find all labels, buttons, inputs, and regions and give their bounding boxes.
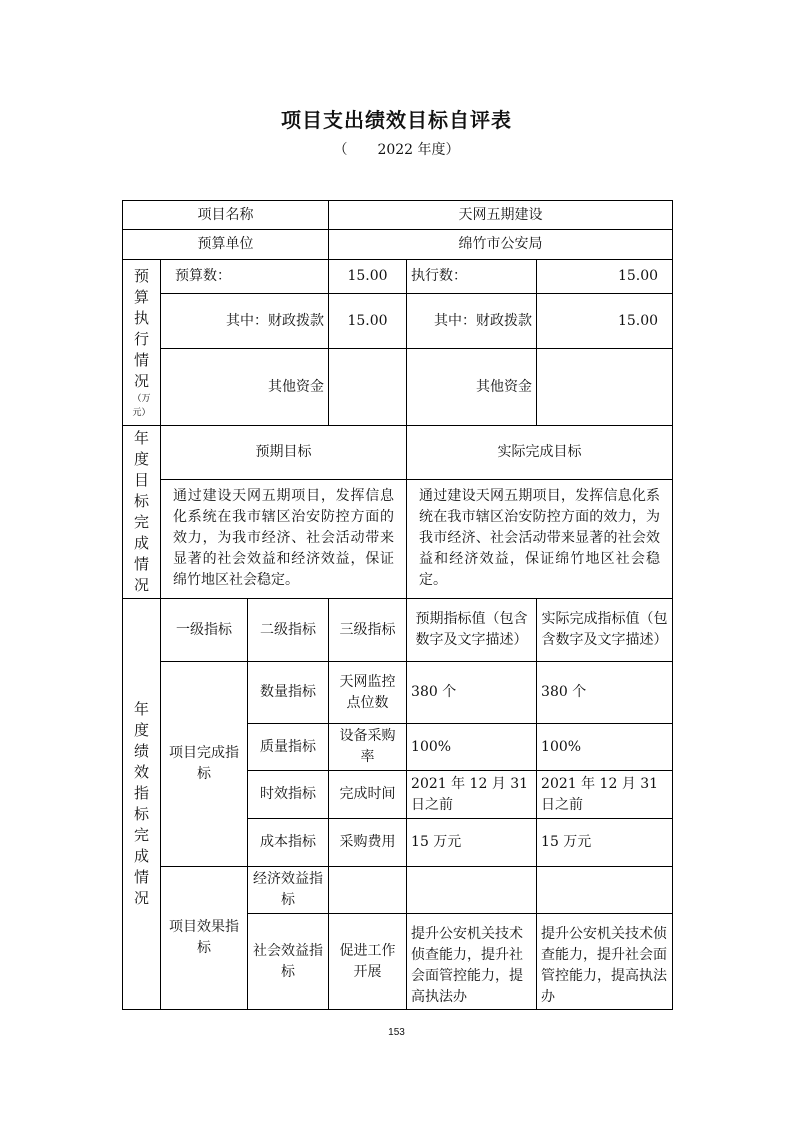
- actual-cell: [537, 867, 673, 914]
- level3-cell: 完成时间: [329, 771, 407, 819]
- exec-amount-value: 15.00: [537, 260, 673, 294]
- level3-cell: 促进工作开展: [329, 914, 407, 1010]
- expected-cell: 15 万元: [407, 819, 537, 867]
- level3-cell: 天网监控点位数: [329, 662, 407, 724]
- expected-cell: 提升公安机关技术侦查能力，提升社会面管控能力，提高执法办: [407, 914, 537, 1010]
- expected-cell: 380 个: [407, 662, 537, 724]
- table-row: [123, 867, 673, 914]
- fiscal-row: [123, 294, 673, 349]
- table-row: [123, 662, 673, 724]
- actual-cell: 380 个: [537, 662, 673, 724]
- expected-cell: [407, 867, 537, 914]
- actual-cell: 提升公安机关技术侦查能力，提升社会面管控能力，提高执法办: [537, 914, 673, 1010]
- annual-goal-side-label: 年 度 目 标 完 成 情 况: [123, 426, 161, 599]
- budget-execution-side-label: 预 算 执 行 情 况 （万 元）: [123, 260, 161, 426]
- annual-goal-header-row: [123, 426, 673, 480]
- actual-goal-header: 实际完成目标: [407, 426, 673, 480]
- header-level1: 一级指标: [161, 599, 248, 662]
- expected-goal-text: 通过建设天网五期项目，发挥信息化系统在我市辖区治安防控方面的效力，为我市经济、社会活动带来显著的社会效益和经济效益，保证绵竹地区社会稳定。: [161, 479, 407, 598]
- budget-amount-label: 预算数：: [161, 260, 329, 294]
- fiscal-exec-value: 15.00: [537, 294, 673, 349]
- other-budget-value: [329, 349, 407, 426]
- header-level3: 三级指标: [329, 599, 407, 662]
- actual-cell: 2021 年 12 月 31 日之前: [537, 771, 673, 819]
- year-text: 2022 年度）: [377, 142, 460, 158]
- level2-cell: 经济效益指标: [248, 867, 329, 914]
- level3-cell: 采购费用: [329, 819, 407, 867]
- expected-cell: 2021 年 12 月 31 日之前: [407, 771, 537, 819]
- other-budget-label: 其他资金: [161, 349, 329, 426]
- other-funds-row: [123, 349, 673, 426]
- report-year: [0, 139, 793, 159]
- level3-cell: 设备采购率: [329, 724, 407, 771]
- project-name-label: 项目名称: [123, 201, 329, 230]
- annual-goal-text-row: [123, 479, 673, 598]
- actual-cell: 15 万元: [537, 819, 673, 867]
- budget-unit-label: 预算单位: [123, 230, 329, 260]
- page-title: 项目支出绩效目标自评表: [281, 108, 512, 132]
- expected-cell: 100%: [407, 724, 537, 771]
- level2-cell: 成本指标: [248, 819, 329, 867]
- self-evaluation-table: [122, 200, 673, 1010]
- budget-unit-value: 绵竹市公安局: [329, 230, 673, 260]
- other-exec-label: 其他资金: [407, 349, 537, 426]
- header-actual-value: 实际完成指标值（包含数字及文字描述）: [537, 599, 673, 662]
- header-expected-value: 预期指标值（包含数字及文字描述）: [407, 599, 537, 662]
- level2-cell: 时效指标: [248, 771, 329, 819]
- fiscal-budget-label: 其中：财政拨款: [161, 294, 329, 349]
- fiscal-exec-label: 其中：财政拨款: [407, 294, 537, 349]
- fiscal-budget-value: 15.00: [329, 294, 407, 349]
- page-number: 153: [388, 1027, 405, 1038]
- level2-cell: 质量指标: [248, 724, 329, 771]
- indicator-header-row: [123, 599, 673, 662]
- budget-amount-value: 15.00: [329, 260, 407, 294]
- exec-amount-label: 执行数：: [407, 260, 537, 294]
- year-open-paren: （: [333, 142, 348, 158]
- other-exec-value: [537, 349, 673, 426]
- budget-row: [123, 260, 673, 294]
- project-name-value: 天网五期建设: [329, 201, 673, 230]
- performance-side-label: 年 度 绩 效 指 标 完 成 情 况: [123, 599, 161, 1010]
- actual-cell: 100%: [537, 724, 673, 771]
- level3-cell: [329, 867, 407, 914]
- group-project-effect: 项目效果指标: [161, 867, 248, 1010]
- project-name-row: [123, 201, 673, 230]
- budget-unit-row: [123, 230, 673, 260]
- level2-cell: 社会效益指标: [248, 914, 329, 1010]
- expected-goal-header: 预期目标: [161, 426, 407, 480]
- header-level2: 二级指标: [248, 599, 329, 662]
- group-project-completion: 项目完成指标: [161, 662, 248, 867]
- actual-goal-text: 通过建设天网五期项目，发挥信息化系统在我市辖区治安防控方面的效力，为我市经济、社会活动带来显著的社会效益和经济效益，保证绵竹地区社会稳定。: [407, 479, 673, 598]
- level2-cell: 数量指标: [248, 662, 329, 724]
